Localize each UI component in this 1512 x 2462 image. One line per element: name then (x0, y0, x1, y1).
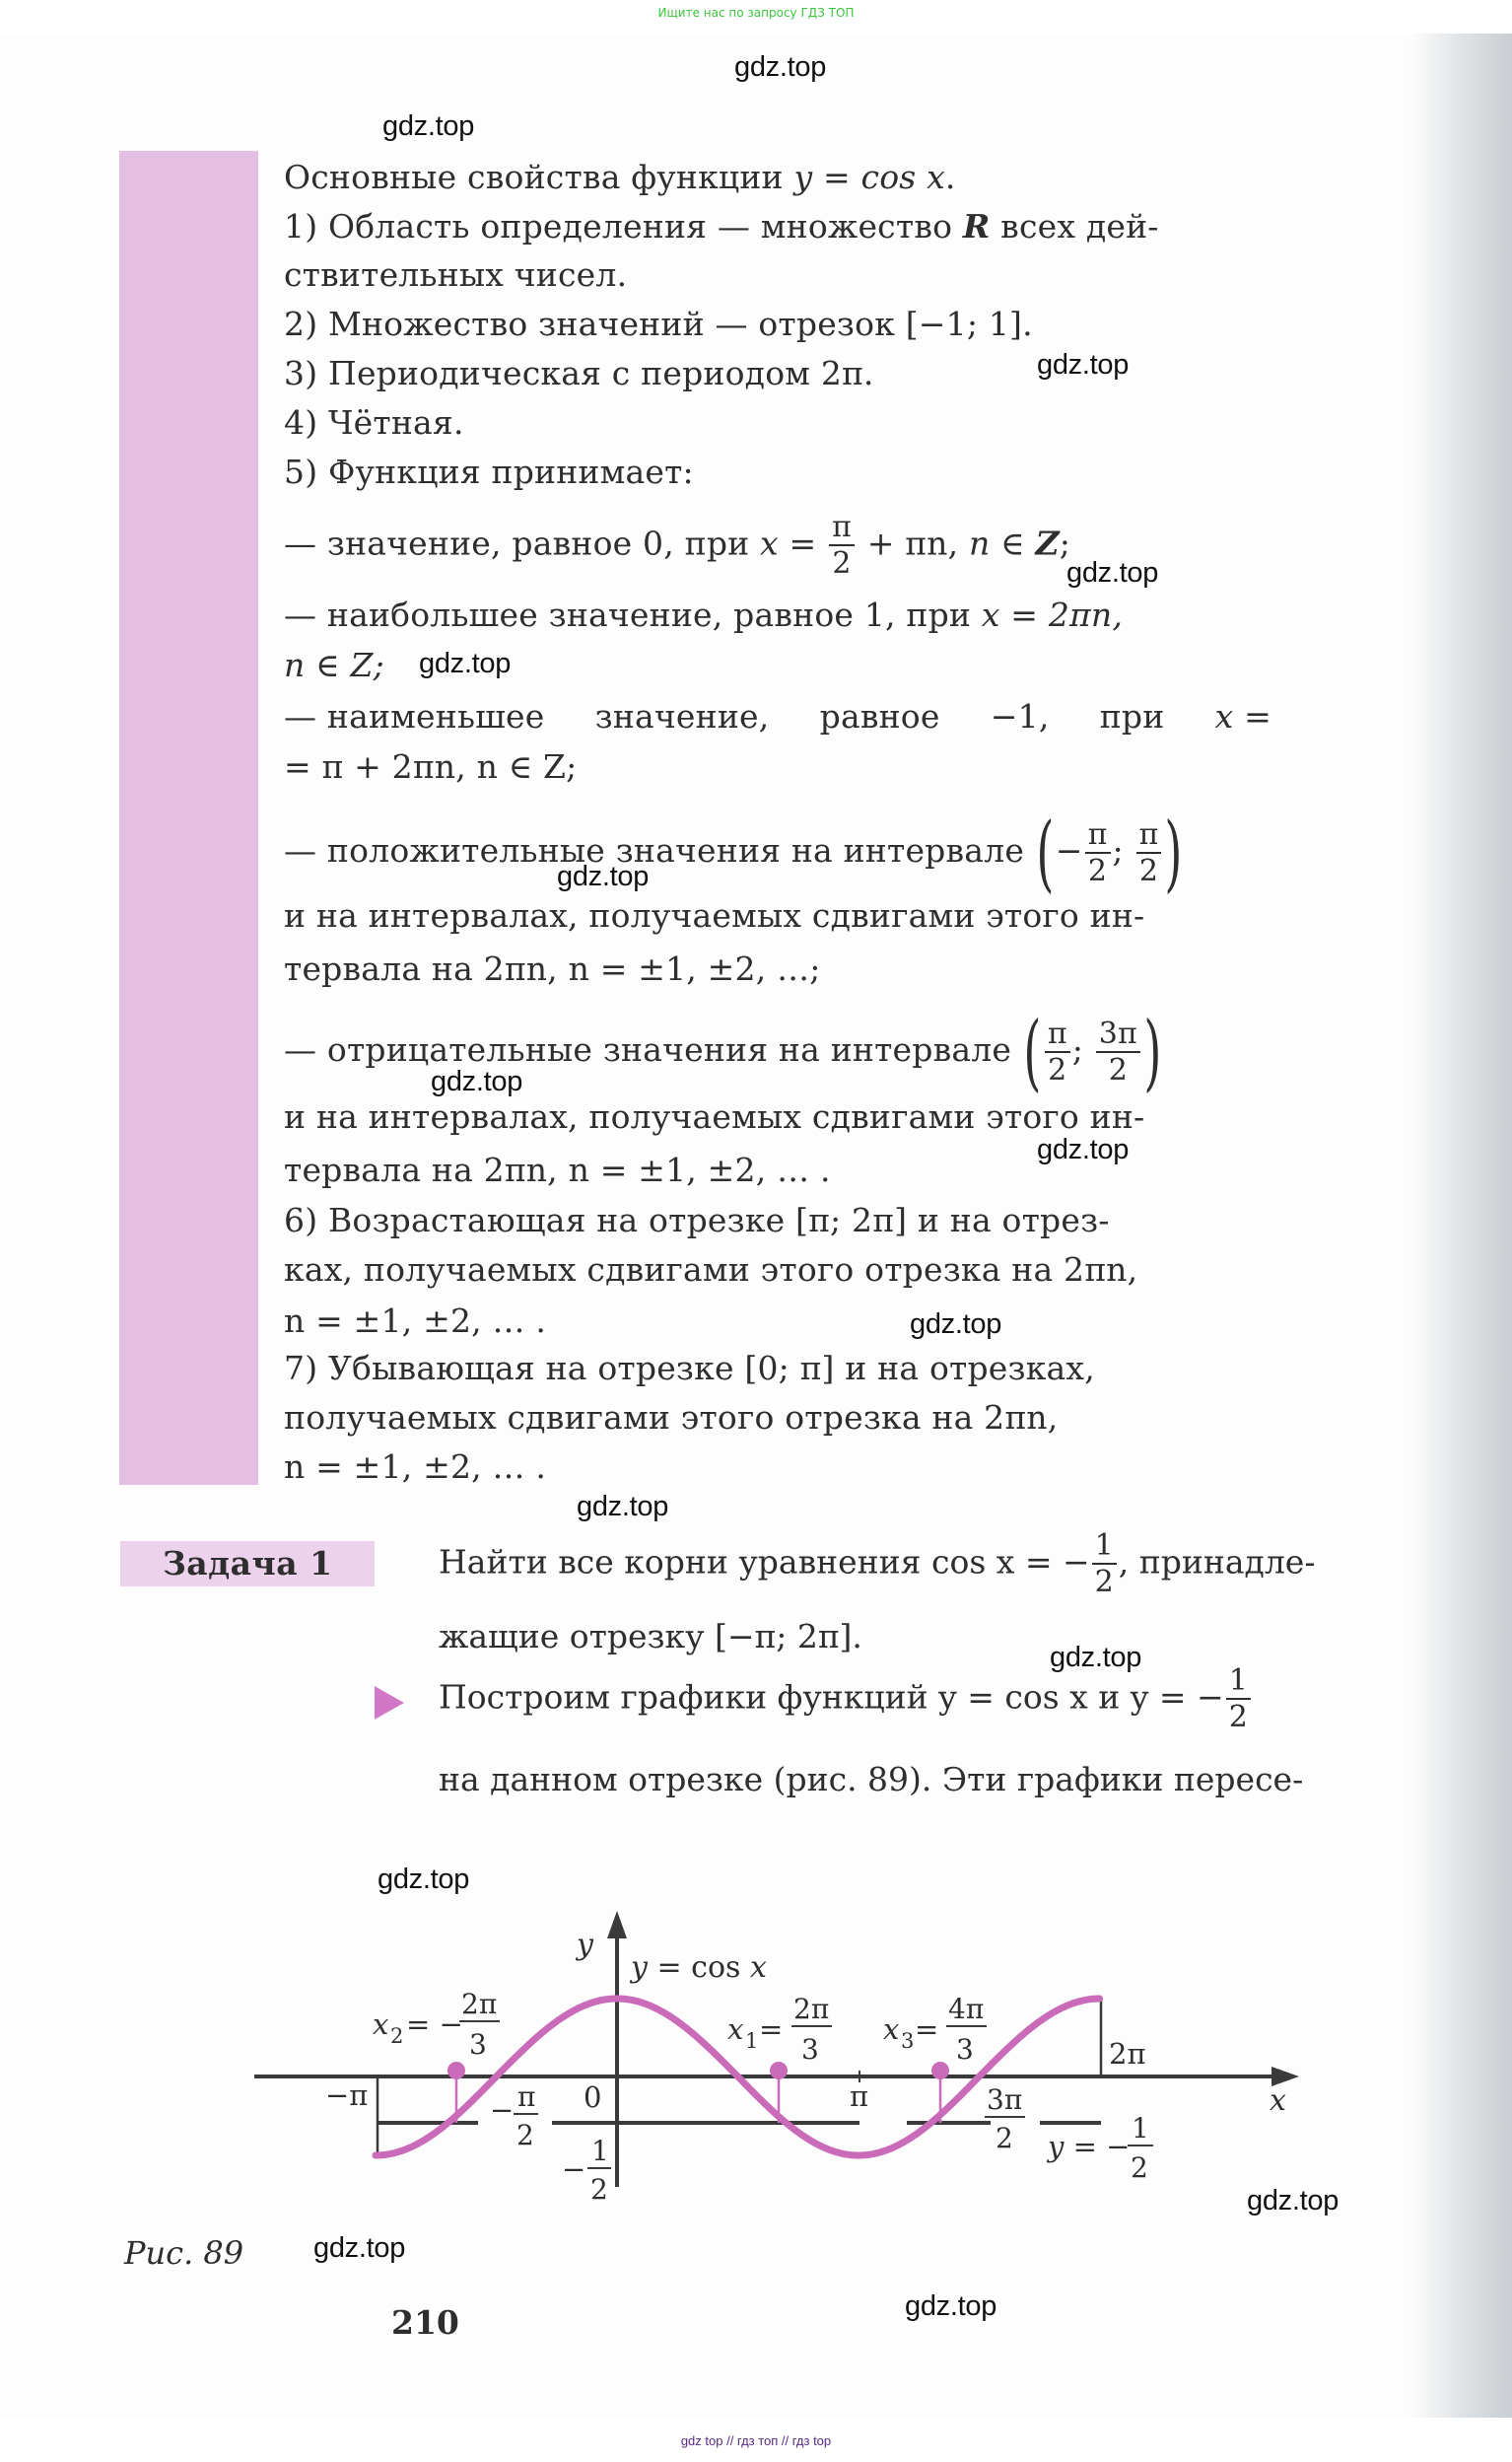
properties-title: Основные свойства функции y = cos x. (284, 158, 956, 196)
watermark-text: gdz.top (419, 648, 512, 679)
task-label: Задача 1 (163, 1544, 333, 1583)
property-6-cont1: ках, получаемых сдвигами этого отрезка на 2πn, (284, 1250, 1138, 1289)
svg-text:x: x (883, 2012, 900, 2046)
property-positive-cont2: тервала на 2πn, n = ±1, ±2, …; (284, 950, 821, 988)
page-number: 210 (391, 2303, 459, 2342)
figure-caption: Рис. 89 (124, 2234, 244, 2272)
watermark-text: gdz.top (557, 861, 650, 892)
property-positive-cont1: и на интервалах, получаемых сдвигами этого ин- (284, 896, 1145, 935)
property-3: 3) Периодическая с периодом 2π. (284, 354, 874, 392)
task-statement-cont: жащие отрезку [−π; 2π]. (439, 1617, 862, 1655)
watermark-text: gdz.top (905, 2290, 997, 2322)
property-6: 6) Возрастающая на отрезке [π; 2π] и на отрез- (284, 1201, 1110, 1239)
svg-text:3π: 3π (987, 2083, 1023, 2116)
search-banner: Ищите нас по запросу ГДЗ ТОП (657, 6, 855, 20)
property-2: 2) Множество значений — отрезок [−1; 1]. (284, 305, 1033, 343)
svg-text:3: 3 (901, 2029, 915, 2053)
property-4: 4) Чётная. (284, 403, 464, 442)
property-min-value: — наименьшее значение, равное −1, при x = (284, 697, 1271, 736)
svg-text:x: x (727, 2012, 744, 2046)
svg-text:−: − (490, 2093, 515, 2127)
svg-text:π: π (850, 2079, 869, 2113)
watermark-text: gdz.top (910, 1308, 1002, 1340)
svg-text:x: x (1270, 2083, 1286, 2118)
property-7: 7) Убывающая на отрезке [0; π] и на отрезках, (284, 1349, 1095, 1387)
property-1: 1) Область определения — множество R всех дей- (284, 207, 1159, 246)
watermark-text: gdz.top (1050, 1642, 1142, 1673)
property-negative: — отрицательные значения на интервале ( $\frac{\pi}{2}$ ; $\frac{3\pi}{2}$ ) (284, 1004, 1162, 1100)
svg-text:=: = (759, 2012, 784, 2046)
svg-text:0: 0 (584, 2080, 602, 2114)
watermark-text: gdz.top (1037, 1134, 1130, 1165)
svg-text:y: y (577, 1928, 593, 1962)
property-max-value: — наибольшее значение, равное 1, при x = 2πn, (284, 596, 1124, 634)
svg-text:y = cos x: y = cos x (631, 1950, 767, 1985)
watermark-text: gdz.top (378, 1864, 470, 1895)
property-5: 5) Функция принимает: (284, 453, 694, 491)
footer-links: gdz top // гдз топ // гдз top (680, 2433, 832, 2448)
property-6-cont2: n = ±1, ±2, … . (284, 1301, 547, 1340)
svg-text:=: = (915, 2012, 939, 2046)
watermark-text: gdz.top (734, 51, 827, 83)
svg-text:x: x (373, 2007, 389, 2041)
svg-text:2: 2 (590, 2173, 608, 2206)
svg-text:3: 3 (801, 2033, 819, 2066)
property-negative-cont1: и на интервалах, получаемых сдвигами этого ин- (284, 1097, 1145, 1136)
watermark-text: gdz.top (382, 110, 475, 142)
svg-text:2: 2 (516, 2119, 534, 2151)
watermark-text: gdz.top (431, 1066, 523, 1097)
watermark-text: gdz.top (313, 2232, 406, 2264)
svg-text:2: 2 (1131, 2151, 1148, 2184)
watermark-text: gdz.top (577, 1491, 669, 1522)
svg-text:2π: 2π (461, 1988, 498, 2020)
property-min-value-cont: = π + 2πn, n ∈ Z; (284, 747, 578, 786)
svg-text:2: 2 (996, 2122, 1013, 2154)
svg-text:3: 3 (469, 2028, 487, 2061)
watermark-text: gdz.top (1247, 2185, 1340, 2216)
svg-text:2π: 2π (1109, 2037, 1146, 2071)
watermark-text: gdz.top (1066, 557, 1159, 589)
svg-text:4π: 4π (948, 1993, 985, 2025)
property-negative-cont2: тервала на 2πn, n = ±1, ±2, … . (284, 1151, 831, 1189)
watermark-text: gdz.top (1037, 349, 1130, 381)
task-statement: Найти все корни уравнения cos x = − $\frac{1}{2}$ , принадле- (439, 1528, 1316, 1599)
svg-text:1: 1 (1132, 2112, 1149, 2145)
svg-text:1: 1 (745, 2029, 759, 2053)
svg-text:−: − (562, 2152, 586, 2186)
svg-text:2π: 2π (793, 1993, 830, 2025)
property-1-cont: ствительных чисел. (284, 255, 628, 294)
property-zero-value: — значение, равное 0, при x = $\frac{\pi}{2}$ + πn, n ∈ Z; (284, 510, 1071, 581)
solution-line-2: на данном отрезке (рис. 89). Эти графики пересе- (439, 1760, 1304, 1798)
property-max-value-cont: n ∈ Z; (284, 646, 384, 684)
svg-text:π: π (517, 2080, 536, 2113)
solution-line-1: Построим графики функций y = cos x и y = − $\frac{1}{2}$ (439, 1666, 1253, 1732)
svg-text:−π: −π (325, 2078, 369, 2112)
property-positive: — положительные значения на интервале (− $\frac{\pi}{2}$ ; $\frac{\pi}{2}$ ) (284, 805, 1184, 901)
svg-text:1: 1 (591, 2135, 609, 2167)
property-7-cont2: n = ±1, ±2, … . (284, 1447, 547, 1486)
svg-text:3: 3 (956, 2033, 974, 2066)
svg-text:2: 2 (390, 2024, 404, 2048)
property-7-cont1: получаемых сдвигами этого отрезка на 2πn, (284, 1398, 1059, 1437)
svg-text:y = −: y = − (1048, 2130, 1131, 2163)
svg-text:= −: = − (406, 2007, 463, 2041)
